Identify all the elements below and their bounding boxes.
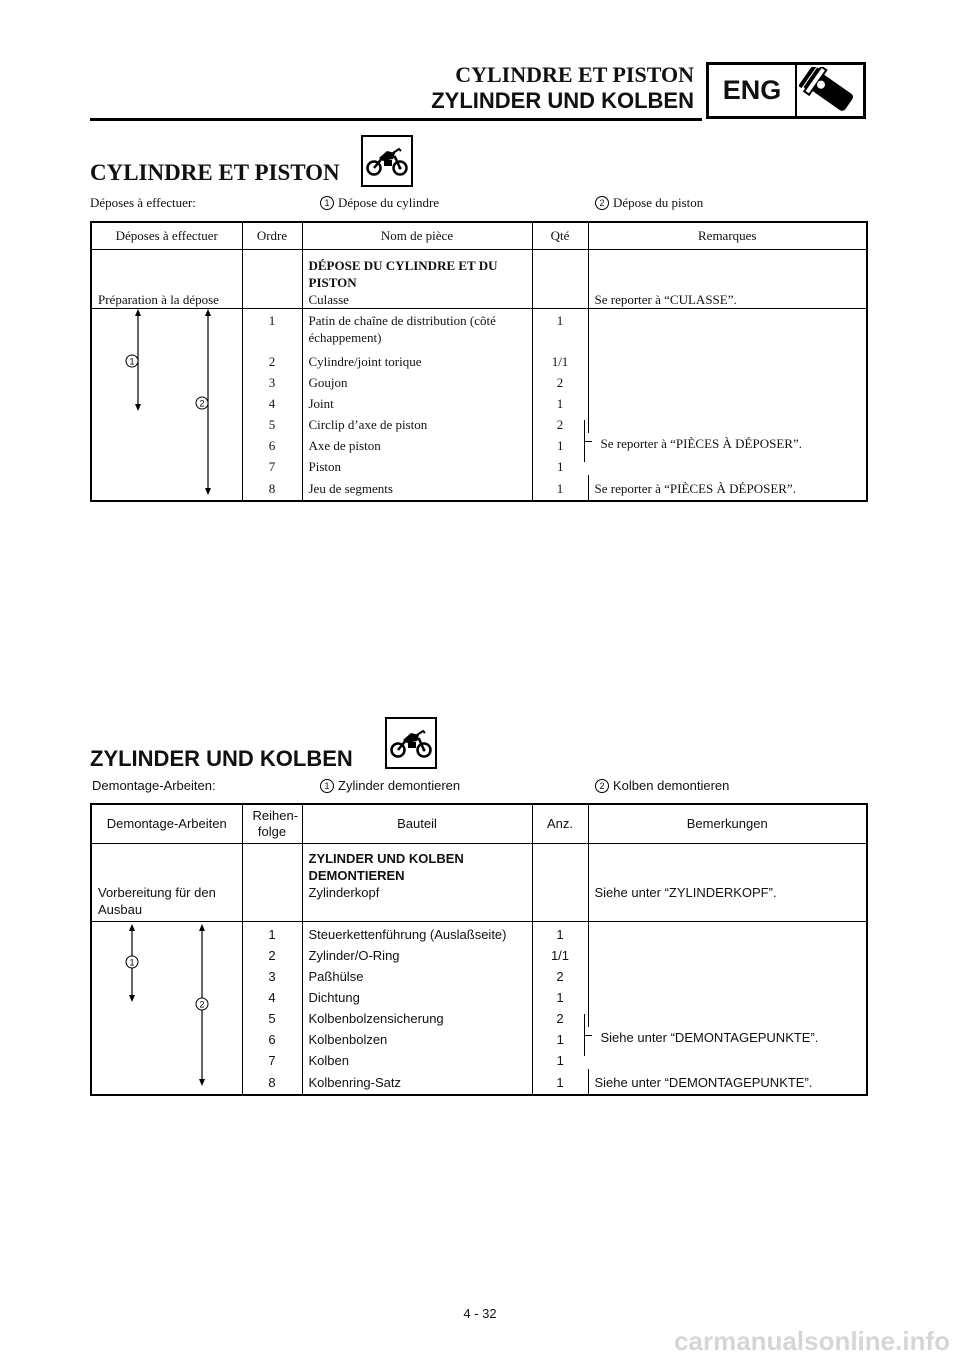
steps-line-de xyxy=(90,778,868,794)
section-heading: DÉPOSE DU CYLINDRE ET DU PISTON xyxy=(308,258,498,290)
row-qty: 1 xyxy=(556,1032,564,1047)
step-number-badge: 1 xyxy=(320,779,334,793)
page-number: 4 - 32 xyxy=(463,1306,497,1321)
column-header: Anz. xyxy=(532,805,588,844)
column-header: Reihen-folge xyxy=(242,805,302,844)
prep-remark: Se reporter à “CULASSE”. xyxy=(588,250,866,309)
row-qty: 1 xyxy=(532,391,588,412)
row-part: Kolbenring-Satz xyxy=(302,1069,532,1094)
step-1 xyxy=(320,195,439,211)
row-qty: 1 xyxy=(557,459,564,474)
row-order: 6 xyxy=(242,1027,302,1048)
prep-label: Préparation à la dépose xyxy=(92,250,242,309)
table-row-prep xyxy=(92,250,866,309)
row-part: Piston xyxy=(302,454,532,475)
row-order: 3 xyxy=(242,370,302,391)
step-1-text: Dépose du cylindre xyxy=(338,195,440,210)
row-qty: 2 xyxy=(532,370,588,391)
column-header: Déposes à effectuer xyxy=(92,223,242,250)
row-qty: 2 xyxy=(532,412,588,433)
engine-cylinder-icon xyxy=(797,65,863,116)
row-remark: Se reporter à “PIÈCES À DÉPOSER”. xyxy=(600,436,802,451)
prep-part xyxy=(302,250,532,309)
row-remark: Siehe unter “DEMONTAGEPUNKTE”. xyxy=(594,1075,813,1090)
table-row xyxy=(92,309,866,350)
section-title-de: ZYLINDER UND KOLBEN xyxy=(90,746,353,771)
row-order: 3 xyxy=(242,964,302,985)
step-2 xyxy=(595,195,703,211)
row-part: Zylinder/O-Ring xyxy=(302,943,532,964)
row-qty: 1 xyxy=(532,922,588,944)
row-qty: 2 xyxy=(532,1006,588,1027)
row-order: 4 xyxy=(242,985,302,1006)
row-part: Axe de piston xyxy=(302,433,532,454)
diagram-label: 1 xyxy=(129,356,135,367)
eng-chapter-tab xyxy=(706,62,866,119)
prep-part-name: Zylinderkopf xyxy=(308,885,380,900)
row-order: 1 xyxy=(242,922,302,944)
section-title-fr: CYLINDRE ET PISTON xyxy=(90,160,340,185)
table-header-row xyxy=(92,223,866,250)
steps-label: Déposes à effectuer: xyxy=(90,195,196,210)
column-header: Bauteil xyxy=(302,805,532,844)
row-part: Kolbenbolzensicherung xyxy=(302,1006,532,1027)
row-part: Jeu de segments xyxy=(302,475,532,500)
step-number-badge: 2 xyxy=(595,196,609,210)
grouped-remark xyxy=(588,1006,866,1069)
row-qty: 1 xyxy=(532,985,588,1006)
table-row xyxy=(92,922,866,944)
row-part: Kolbenbolzen xyxy=(302,1027,532,1048)
row-part: Circlip d’axe de piston xyxy=(302,412,532,433)
header-rule xyxy=(90,118,702,121)
row-order: 4 xyxy=(242,391,302,412)
row-remark: Se reporter à “PIÈCES À DÉPOSER”. xyxy=(594,481,796,496)
motorcycle-icon xyxy=(361,135,413,187)
table-row-prep xyxy=(92,844,866,922)
step-2-text: Kolben demontieren xyxy=(613,778,730,793)
row-part: Dichtung xyxy=(302,985,532,1006)
row-order: 7 xyxy=(242,454,302,475)
prep-remark: Siehe unter “ZYLINDERKOPF”. xyxy=(588,844,866,922)
row-qty: 2 xyxy=(532,964,588,985)
steps-label: Demontage-Arbeiten: xyxy=(92,778,216,793)
section-heading: ZYLINDER UND KOLBEN DEMONTIEREN xyxy=(308,851,464,883)
row-order: 1 xyxy=(242,309,302,350)
column-header: Remarques xyxy=(588,223,866,250)
removal-order-diagram xyxy=(92,922,242,1095)
row-part: Goujon xyxy=(302,370,532,391)
watermark: carmanualsonline.info xyxy=(674,1326,950,1356)
row-qty: 1 xyxy=(557,438,564,453)
row-remark: Siehe unter “DEMONTAGEPUNKTE”. xyxy=(600,1030,819,1045)
steps-line-fr xyxy=(90,195,868,211)
row-qty: 1 xyxy=(532,475,588,500)
row-order: 7 xyxy=(242,1048,302,1069)
row-order: 5 xyxy=(242,1006,302,1027)
header-title-de: ZYLINDER UND KOLBEN xyxy=(431,88,694,113)
table-header-row xyxy=(92,805,866,844)
row-order: 2 xyxy=(242,349,302,370)
header-title-fr: CYLINDRE ET PISTON xyxy=(455,62,694,87)
row-qty: 1 xyxy=(532,309,588,350)
row-qty: 1 xyxy=(532,1069,588,1094)
removal-order-diagram xyxy=(92,309,242,501)
row-order: 6 xyxy=(242,433,302,454)
step-1 xyxy=(320,778,460,793)
column-header: Qté xyxy=(532,223,588,250)
step-number-badge: 1 xyxy=(320,196,334,210)
diagram-label: 2 xyxy=(199,999,205,1010)
row-part: Steuerkettenführung (Auslaßseite) xyxy=(302,922,532,944)
row-qty: 1/1 xyxy=(532,349,588,370)
row-part: Paßhülse xyxy=(302,964,532,985)
motorcycle-icon xyxy=(385,717,437,769)
row-qty: 1/1 xyxy=(532,943,588,964)
row-order: 8 xyxy=(242,475,302,500)
row-part: Cylindre/joint torique xyxy=(302,349,532,370)
prep-part-name: Culasse xyxy=(308,292,349,307)
column-header: Nom de pièce xyxy=(302,223,532,250)
column-header: Bemerkungen xyxy=(588,805,866,844)
step-2 xyxy=(595,778,729,793)
grouped-remark xyxy=(588,412,866,475)
diagram-label: 1 xyxy=(129,957,135,968)
step-2-text: Dépose du piston xyxy=(613,195,704,210)
step-1-text: Zylinder demontieren xyxy=(338,778,461,793)
column-header: Demontage-Arbeiten xyxy=(92,805,242,844)
row-part: Kolben xyxy=(302,1048,532,1069)
column-header: Ordre xyxy=(242,223,302,250)
diagram-label: 2 xyxy=(199,398,205,409)
eng-tag: ENG xyxy=(709,65,797,116)
row-order: 8 xyxy=(242,1069,302,1094)
row-order: 2 xyxy=(242,943,302,964)
removal-table-fr xyxy=(90,221,868,502)
row-part: Joint xyxy=(302,391,532,412)
row-qty: 1 xyxy=(556,1053,564,1068)
prep-part xyxy=(302,844,532,922)
prep-label: Vorbereitung für den Ausbau xyxy=(92,844,242,922)
row-part: Patin de chaîne de distribution (côté échappement) xyxy=(302,309,532,350)
removal-table-de xyxy=(90,803,868,1096)
row-order: 5 xyxy=(242,412,302,433)
step-number-badge: 2 xyxy=(595,779,609,793)
